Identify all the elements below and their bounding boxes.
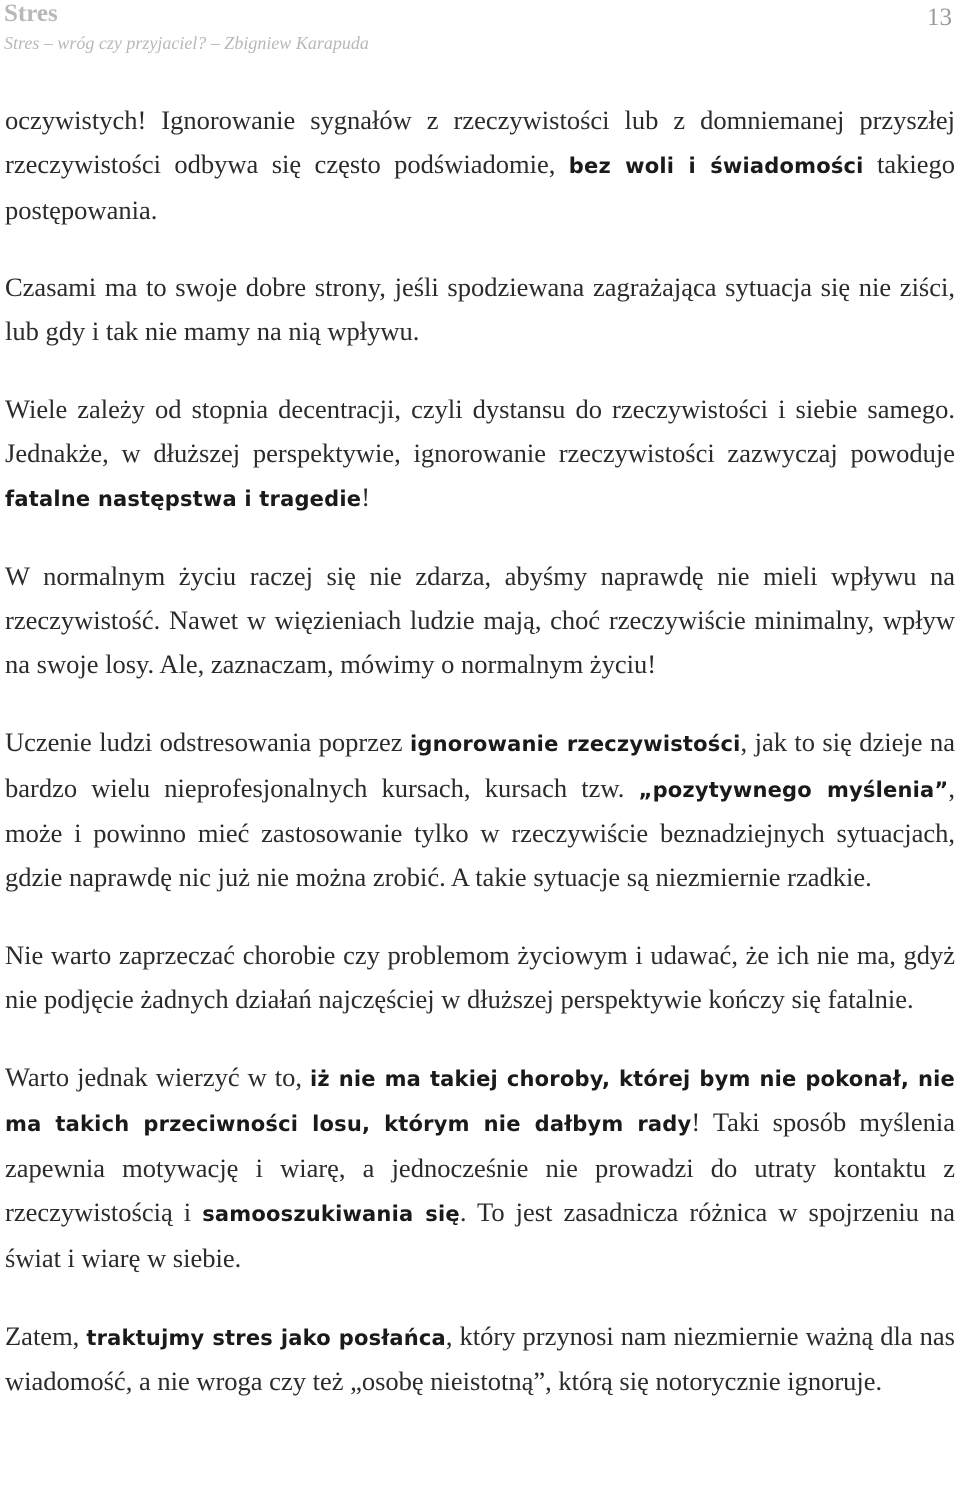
emphasis-run: samooszukiwania się xyxy=(202,1201,460,1226)
page-header xyxy=(4,0,954,60)
text-run: takiego postępowania. xyxy=(5,148,955,225)
text-run: oczywistych! Ignorowanie sygnałów z rzeczywistości lub z domniemanej przyszłej rzeczywistości odbywa się często podświadomie, xyxy=(5,105,955,179)
text-run: Wiele zależy od stopnia decentracji, czyli dystansu do rzeczywistości i siebie samego. Jednakże, w dłuższej perspektywie, ignorowanie rzeczywistości zazwyczaj powoduje xyxy=(5,393,955,468)
paragraph xyxy=(5,266,955,354)
text-run: . To jest zasadnicza różnica w spojrzeniu na świat i wiarę w siebie. xyxy=(5,1196,955,1273)
emphasis-run: iż nie ma takiej choroby, której bym nie pokonał, nie ma takich przeciwności losu, którym nie dałbym rady xyxy=(5,1066,955,1137)
emphasis-run: traktujmy stres jako posłańca xyxy=(86,1325,446,1350)
page-number: 13 xyxy=(927,4,952,31)
paragraph xyxy=(5,721,955,900)
text-run: W normalnym życiu raczej się nie zdarza, abyśmy naprawdę nie mieli wpływu na rzeczywistość. Nawet w więzieniach ludzie mają, choć rzeczywiście minimalny, wpływ na swoje losy. Ale, zaznaczam, mówimy o normalnym życiu! xyxy=(5,561,955,679)
text-run: , jak to się dzieje na bardzo wielu nieprofesjonalnych kursach, kursach tzw. xyxy=(5,726,955,803)
paragraph xyxy=(5,1056,955,1281)
running-title: Stres xyxy=(4,0,58,27)
text-run: Uczenie ludzi odstresowania poprzez xyxy=(5,726,410,757)
paragraph xyxy=(5,1315,955,1405)
paragraph xyxy=(5,555,955,686)
text-run: Warto jednak wierzyć w to, xyxy=(5,1061,310,1092)
text-run: ! Taki sposób myślenia zapewnia motywację i wiarę, a jednocześnie nie prowadzi do utraty kontaktu z rzeczywistością i xyxy=(5,1107,955,1227)
running-subtitle: Stres – wróg czy przyjaciel? – Zbigniew Karapuda xyxy=(4,33,369,53)
body-text xyxy=(5,99,955,1404)
paragraph xyxy=(5,99,955,232)
emphasis-run: „pozytywnego myślenia” xyxy=(638,777,949,802)
text-run: , może i powinno mieć zastosowanie tylko w rzeczywiście beznadziejnych sytuacjach, gdzie naprawdę nic już nie można zrobić. A takie sytuacje są niezmiernie rzadkie. xyxy=(5,772,956,893)
text-run: Czasami ma to swoje dobre strony, jeśli spodziewana zagrażająca sytuacja się nie ziści, lub gdy i tak nie mamy na nią wpływu. xyxy=(5,272,955,347)
text-run: Zatem, xyxy=(5,1320,87,1351)
text-run: ! xyxy=(361,481,371,512)
emphasis-run: ignorowanie rzeczywistości xyxy=(409,731,741,756)
emphasis-run: fatalne następstwa i tragedie xyxy=(5,486,362,511)
emphasis-run: bez woli i świadomości xyxy=(568,153,864,178)
text-run: Nie warto zaprzeczać chorobie czy problemom życiowym i udawać, że ich nie ma, gdyż nie podjęcie żadnych działań najczęściej w dłuższej perspektywie kończy się fatalnie. xyxy=(5,939,955,1014)
text-run: , który przynosi nam niezmiernie ważną dla nas wiadomość, a nie wroga czy też „osobę nieistotną”, którą się notorycznie ignoruje. xyxy=(5,1320,955,1397)
paragraph xyxy=(5,934,955,1022)
paragraph xyxy=(5,388,955,521)
